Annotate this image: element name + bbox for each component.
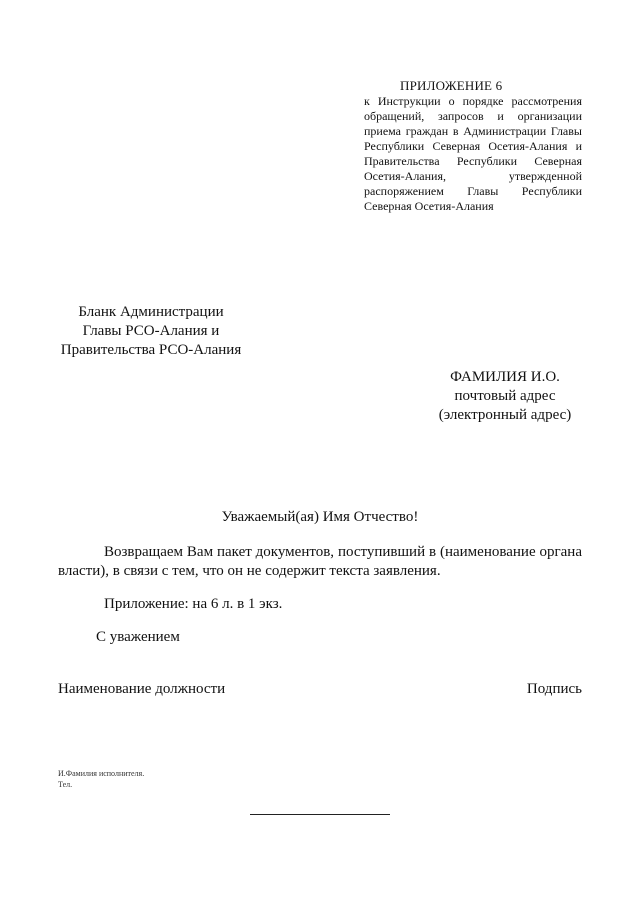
executor-name: И.Фамилия исполнителя. <box>58 769 145 778</box>
letter-closing: С уважением <box>96 629 180 645</box>
appendix-text: к Инструкции о порядке рассмотрения обращений, запросов и организации приема граждан в Администрации Главы Республики Северная Осетия-Алания и Правительства Республики Северная Осетия-Алания, утвержденной распоряжением Главы Республики Северная Осетия-Алания <box>364 94 582 213</box>
sender-line-1: Бланк Администрации <box>78 304 224 320</box>
letter-greeting: Уважаемый(ая) Имя Отчество! <box>221 509 419 525</box>
recipient-postal-address: почтовый адрес <box>454 388 556 404</box>
recipient-name: ФАМИЛИЯ И.О. <box>450 369 560 385</box>
executor-info <box>58 768 144 790</box>
sender-line-2: Главы РСО-Алания и <box>82 323 220 339</box>
appendix-title: ПРИЛОЖЕНИЕ 6 <box>400 78 503 93</box>
sender-line-3: Правительства РСО-Алания <box>60 342 242 358</box>
recipient-block <box>420 368 590 425</box>
recipient-email-address: (электронный адрес) <box>438 407 572 423</box>
signature-label: Подпись <box>526 681 582 697</box>
footer-divider <box>250 814 390 815</box>
sender-letterhead <box>56 303 246 360</box>
signatory-position: Наименование должности <box>58 681 226 697</box>
letter-attachment: Приложение: на 6 л. в 1 экз. <box>104 596 283 612</box>
executor-phone: Тел. <box>58 780 73 789</box>
letter-body: Возвращаем Вам пакет документов, поступивший в (наименование органа власти), в связи с тем, что он не содержит текста заявления. <box>58 544 582 579</box>
